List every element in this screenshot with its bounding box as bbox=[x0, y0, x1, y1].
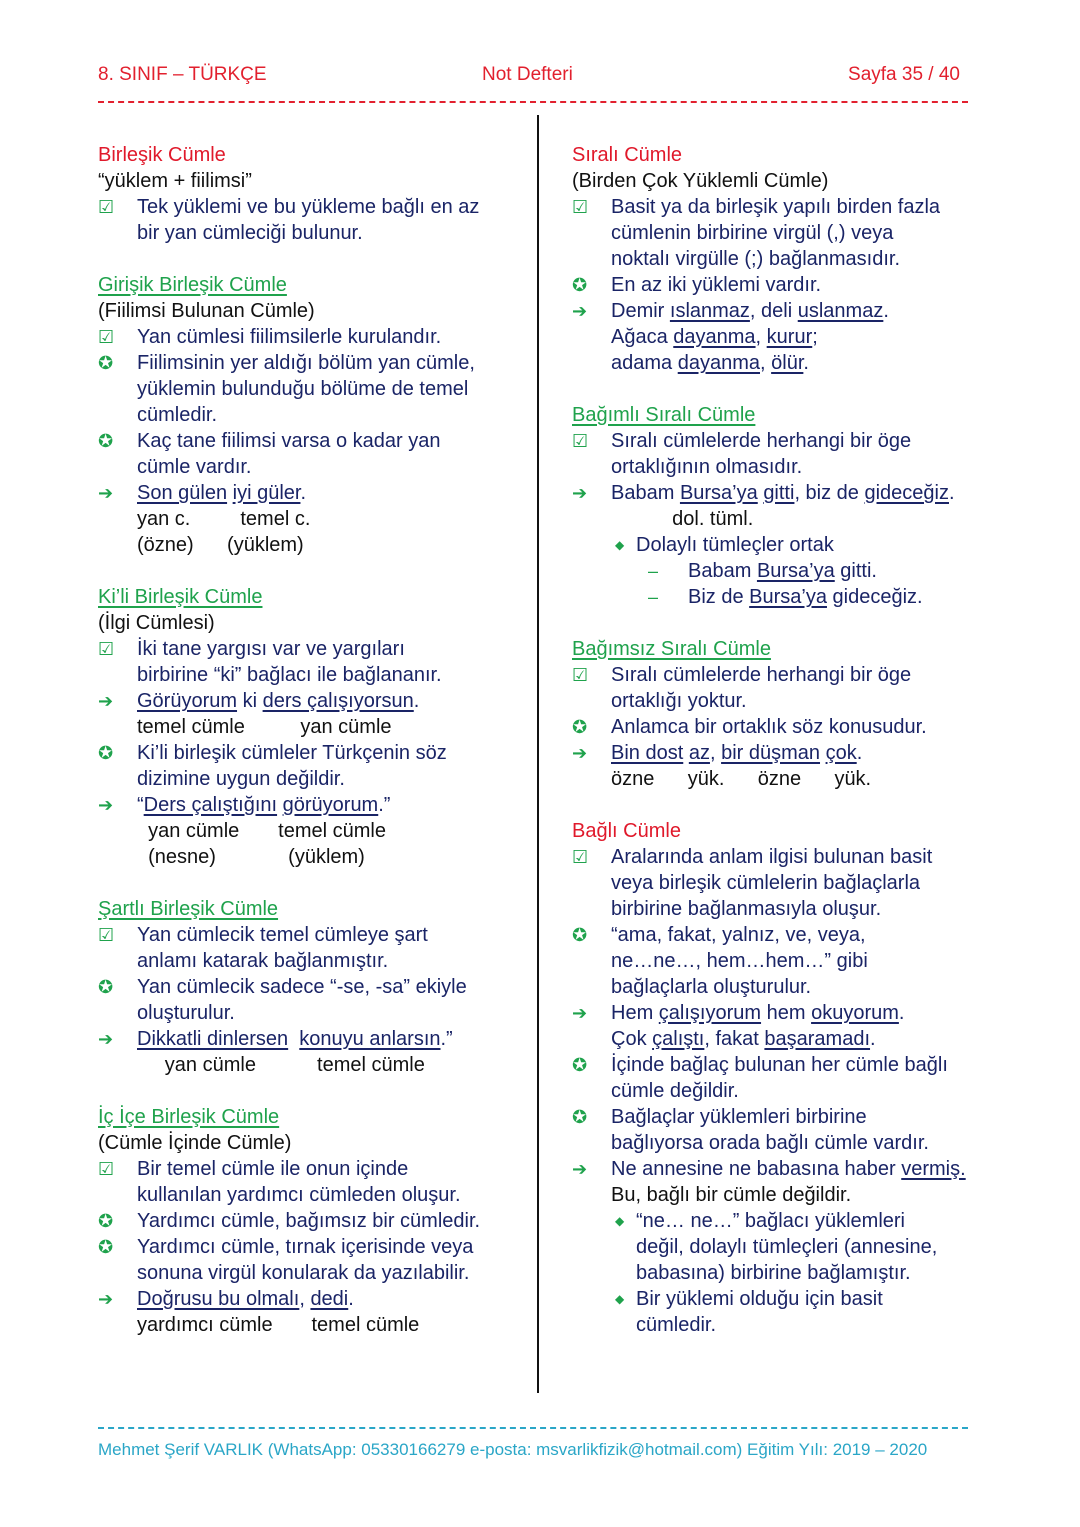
line-text: Bağımsız Sıralı Cümle bbox=[572, 638, 771, 660]
sub-bullet-item bbox=[572, 1312, 992, 1338]
checkbox-icon: ☑ bbox=[98, 327, 115, 347]
underlined-word: ders çalışıyorsun bbox=[262, 690, 414, 712]
line-text: Ki’li birleşik cümleler Türkçenin söz bbox=[137, 742, 447, 764]
underlined-word: dayanma bbox=[677, 352, 760, 374]
list-item-continuation bbox=[98, 402, 518, 428]
list-item bbox=[98, 1026, 518, 1052]
header-title: Not Defteri bbox=[482, 64, 573, 85]
star-icon: ✪ bbox=[572, 925, 588, 945]
line-text: Demir bbox=[611, 300, 670, 322]
arrow-right-icon: ➔ bbox=[572, 1003, 588, 1023]
line-text: Ağaca bbox=[611, 326, 674, 348]
footer-divider bbox=[98, 1427, 968, 1429]
line-text: “ama, fakat, yalnız, ve, veya, bbox=[611, 924, 866, 946]
line-text: Tek yüklemi ve bu yükleme bağlı en az bbox=[137, 196, 480, 218]
line-text: bağlıyorsa orada bağlı cümle vardır. bbox=[611, 1132, 929, 1154]
list-item-continuation bbox=[572, 324, 992, 350]
section-heading bbox=[98, 142, 518, 168]
line-text: Ki’li Birleşik Cümle bbox=[98, 586, 263, 608]
spacer bbox=[572, 376, 992, 402]
sub-bullet-item bbox=[572, 1234, 992, 1260]
arrow-right-icon: ➔ bbox=[98, 691, 114, 711]
checkbox-icon: ☑ bbox=[572, 431, 589, 451]
line-text: İki tane yargısı var ve yargıları bbox=[137, 638, 405, 660]
list-item-continuation bbox=[98, 454, 518, 480]
section-subtitle bbox=[572, 168, 992, 194]
line-text: değil, dolaylı tümleçleri (annesine, bbox=[636, 1236, 938, 1258]
line-text: Yardımcı cümle, bağımsız bir cümledir. bbox=[137, 1210, 481, 1232]
line-text: Yan cümlecik sadece “-se, -sa” ekiyle bbox=[137, 976, 467, 998]
line-text: cümledir. bbox=[636, 1314, 717, 1336]
list-item bbox=[98, 688, 518, 714]
line-text: . bbox=[803, 352, 809, 374]
list-item bbox=[572, 428, 992, 454]
footer-credits: Mehmet Şerif VARLIK (WhatsApp: 05330166279 e-posta: msvarlikfizik@hotmail.com) Eğitim Yılı: 2019 – 2020 bbox=[98, 1440, 928, 1459]
section-subtitle bbox=[98, 1130, 518, 1156]
line-text: , bbox=[709, 742, 722, 764]
list-item bbox=[572, 740, 992, 766]
list-item bbox=[98, 1156, 518, 1182]
line-text: Babam bbox=[688, 560, 757, 582]
line-text: , biz de bbox=[794, 482, 865, 504]
list-item-continuation bbox=[572, 1078, 992, 1104]
line-text: bağlaçlarla oluşturulur. bbox=[611, 976, 812, 998]
list-item bbox=[572, 1104, 992, 1130]
list-item bbox=[98, 636, 518, 662]
subsection-heading bbox=[572, 636, 992, 662]
annotation bbox=[98, 532, 518, 558]
underlined-word: dedi bbox=[310, 1288, 349, 1310]
line-text: . bbox=[348, 1288, 354, 1310]
checkbox-icon: ☑ bbox=[572, 665, 589, 685]
line-text: ne…ne…, hem…hem…” gibi bbox=[611, 950, 868, 972]
arrow-right-icon: ➔ bbox=[98, 1029, 114, 1049]
underlined-word: iyi güler bbox=[232, 482, 301, 504]
annotation bbox=[572, 766, 992, 792]
list-item-continuation bbox=[98, 1260, 518, 1286]
left-column bbox=[98, 142, 518, 1338]
section-subtitle bbox=[98, 298, 518, 324]
underlined-word: Doğrusu bu olmalı bbox=[137, 1288, 300, 1310]
line-text: (Cümle İçinde Cümle) bbox=[98, 1132, 292, 1154]
list-item bbox=[572, 194, 992, 220]
line-text: Bir temel cümle ile onun içinde bbox=[137, 1158, 409, 1180]
list-item bbox=[572, 922, 992, 948]
checkbox-icon: ☑ bbox=[98, 1159, 115, 1179]
line-text: , fakat bbox=[704, 1028, 765, 1050]
list-item-continuation bbox=[572, 1130, 992, 1156]
list-item bbox=[572, 844, 992, 870]
line-text: Bağlı Cümle bbox=[572, 820, 681, 842]
example-item bbox=[572, 558, 992, 584]
underlined-word: Bursa’ya bbox=[749, 586, 827, 608]
line-text: Aralarında anlam ilgisi bulunan basit bbox=[611, 846, 933, 868]
sub-bullet-item bbox=[572, 532, 992, 558]
line-text bbox=[288, 1028, 299, 1050]
line-text: Şartlı Birleşik Cümle bbox=[98, 898, 279, 920]
line-text: Bir yüklemi olduğu için basit bbox=[636, 1288, 883, 1310]
line-text: . bbox=[856, 742, 863, 764]
underlined-word: Bursa’ya bbox=[756, 560, 835, 582]
list-item-continuation bbox=[98, 376, 518, 402]
annotation bbox=[98, 818, 518, 844]
line-text: İç İçe Birleşik Cümle bbox=[98, 1106, 280, 1128]
line-text: veya birleşik cümlelerin bağlaçlarla bbox=[611, 872, 921, 894]
spacer bbox=[572, 792, 992, 818]
dash-bullet-icon: – bbox=[648, 587, 659, 607]
list-item bbox=[572, 272, 992, 298]
star-icon: ✪ bbox=[572, 717, 588, 737]
annotation bbox=[98, 844, 518, 870]
diamond-bullet-icon: ◆ bbox=[615, 1214, 625, 1228]
line-text: , deli bbox=[749, 300, 798, 322]
underlined-word: çalışıyorum bbox=[658, 1002, 762, 1024]
checkbox-icon: ☑ bbox=[572, 197, 589, 217]
line-text: (Fiilimsi Bulunan Cümle) bbox=[98, 300, 315, 322]
line-text: , bbox=[760, 352, 772, 374]
subsection-heading bbox=[572, 402, 992, 428]
list-item-continuation bbox=[572, 974, 992, 1000]
sub-bullet-item bbox=[572, 1208, 992, 1234]
line-text: .” bbox=[440, 1028, 453, 1050]
sub-bullet-item bbox=[572, 1286, 992, 1312]
underlined-word: uslanmaz bbox=[797, 300, 884, 322]
sub-bullet-item bbox=[572, 1260, 992, 1286]
line-text: kullanılan yardımcı cümleden oluşur. bbox=[137, 1184, 461, 1206]
line-text: babasına) birbirine bağlamıştır. bbox=[636, 1262, 911, 1284]
header-divider bbox=[98, 101, 968, 103]
underlined-word: ıslanmaz bbox=[669, 300, 750, 322]
underlined-word: görüyorum bbox=[282, 794, 379, 816]
spacer bbox=[98, 870, 518, 896]
list-item bbox=[572, 298, 992, 324]
line-text: birbirine “ki” bağlacı ile bağlananır. bbox=[137, 664, 442, 686]
star-icon: ✪ bbox=[572, 275, 588, 295]
line-text: Hem bbox=[611, 1002, 659, 1024]
line-text: gideceğiz. bbox=[826, 586, 923, 608]
diamond-bullet-icon: ◆ bbox=[615, 1292, 625, 1306]
line-text: dol. tüml. bbox=[611, 508, 754, 530]
list-item-continuation bbox=[572, 220, 992, 246]
subsection-heading bbox=[98, 584, 518, 610]
star-icon: ✪ bbox=[98, 1211, 114, 1231]
line-text: Kaç tane fiilimsi varsa o kadar yan bbox=[137, 430, 441, 452]
underlined-word: gideceğiz bbox=[864, 482, 949, 504]
underlined-word: konuyu anlarsın bbox=[299, 1028, 441, 1050]
arrow-right-icon: ➔ bbox=[572, 1159, 588, 1179]
list-item bbox=[98, 1286, 518, 1312]
list-item bbox=[98, 350, 518, 376]
list-item-continuation bbox=[98, 1000, 518, 1026]
line-text: Sıralı cümlelerde herhangi bir öge bbox=[611, 664, 912, 686]
subsection-heading bbox=[98, 1104, 518, 1130]
star-icon: ✪ bbox=[572, 1107, 588, 1127]
line-text: dizimine uygun değildir. bbox=[137, 768, 345, 790]
list-item-continuation bbox=[98, 220, 518, 246]
underlined-word: dayanma bbox=[673, 326, 756, 348]
arrow-right-icon: ➔ bbox=[572, 301, 588, 321]
line-text: yardımcı cümle temel cümle bbox=[137, 1314, 420, 1336]
subsection-heading bbox=[98, 896, 518, 922]
line-text: , bbox=[755, 326, 767, 348]
line-text: özne yük. özne yük. bbox=[611, 768, 872, 790]
line-text: ortaklığı yoktur. bbox=[611, 690, 747, 712]
annotation bbox=[572, 506, 992, 532]
line-text: Yan cümlesi fiilimsilerle kurulandır. bbox=[137, 326, 442, 348]
spacer bbox=[98, 246, 518, 272]
line-text: noktalı virgülle (;) bağlanmasıdır. bbox=[611, 248, 901, 270]
line-text: yüklemin bulunduğu bölüme de temel bbox=[137, 378, 469, 400]
list-item-continuation bbox=[572, 688, 992, 714]
list-item-continuation bbox=[572, 454, 992, 480]
line-text: Yardımcı cümle, tırnak içerisinde veya bbox=[137, 1236, 474, 1258]
star-icon: ✪ bbox=[572, 1055, 588, 1075]
line-text: . bbox=[949, 482, 955, 504]
line-text: Ne annesine ne babasına haber bbox=[611, 1158, 902, 1180]
underlined-word: çok bbox=[825, 742, 857, 764]
underlined-word: Görüyorum bbox=[137, 690, 238, 712]
line-text: “ne… ne…” bağlacı yüklemleri bbox=[636, 1210, 905, 1232]
underlined-word: az bbox=[688, 742, 710, 764]
line-text: Dolaylı tümleçler ortak bbox=[636, 534, 834, 556]
line-text: Bu, bağlı bir cümle değildir. bbox=[611, 1184, 852, 1206]
spacer bbox=[98, 1078, 518, 1104]
line-text: temel cümle yan cümle bbox=[137, 716, 392, 738]
header-page-number: Sayfa 35 / 40 bbox=[848, 64, 960, 85]
spacer bbox=[98, 558, 518, 584]
line-text: (Birden Çok Yüklemli Cümle) bbox=[572, 170, 829, 192]
star-icon: ✪ bbox=[98, 1237, 114, 1257]
section-subtitle bbox=[98, 168, 518, 194]
line-text: Çok bbox=[611, 1028, 653, 1050]
subsection-heading bbox=[98, 272, 518, 298]
line-text: cümlenin birbirine virgül (,) veya bbox=[611, 222, 894, 244]
line-text: (özne) (yüklem) bbox=[137, 534, 304, 556]
underlined-word: başaramadı bbox=[764, 1028, 871, 1050]
annotation bbox=[98, 506, 518, 532]
list-item bbox=[98, 1208, 518, 1234]
list-item bbox=[98, 480, 518, 506]
line-text: cümle değildir. bbox=[611, 1080, 739, 1102]
list-item-continuation bbox=[572, 896, 992, 922]
checkbox-icon: ☑ bbox=[98, 197, 115, 217]
underlined-word: vermiş. bbox=[901, 1158, 966, 1180]
underlined-word: Bursa’ya bbox=[679, 482, 758, 504]
line-text: . bbox=[300, 482, 307, 504]
checkbox-icon: ☑ bbox=[98, 639, 115, 659]
section-heading bbox=[572, 818, 992, 844]
arrow-right-icon: ➔ bbox=[572, 743, 588, 763]
line-text: Basit ya da birleşik yapılı birden fazla bbox=[611, 196, 941, 218]
line-text: birbirine bağlanmasıyla oluşur. bbox=[611, 898, 882, 920]
arrow-right-icon: ➔ bbox=[98, 1289, 114, 1309]
line-text: gitti. bbox=[834, 560, 877, 582]
line-text: anlamı katarak bağlanmıştır. bbox=[137, 950, 389, 972]
line-text: Biz de bbox=[688, 586, 750, 608]
arrow-right-icon: ➔ bbox=[98, 795, 114, 815]
underlined-word: gitti bbox=[763, 482, 795, 504]
list-item bbox=[572, 1000, 992, 1026]
list-item-continuation bbox=[572, 948, 992, 974]
line-text: . bbox=[870, 1028, 876, 1050]
underlined-word: Son gülen bbox=[137, 482, 228, 504]
list-item bbox=[98, 194, 518, 220]
line-text: Bağımlı Sıralı Cümle bbox=[572, 404, 756, 426]
annotation bbox=[98, 1052, 518, 1078]
underlined-word: okuyorum bbox=[811, 1002, 899, 1024]
underlined-word: Ders çalıştığını bbox=[143, 794, 278, 816]
list-item bbox=[572, 1052, 992, 1078]
line-text: hem bbox=[761, 1002, 812, 1024]
line-text: (İlgi Cümlesi) bbox=[98, 612, 215, 634]
line-text: . bbox=[413, 690, 420, 712]
line-text: En az iki yüklemi vardır. bbox=[611, 274, 822, 296]
star-icon: ✪ bbox=[98, 977, 114, 997]
checkbox-icon: ☑ bbox=[572, 847, 589, 867]
diamond-bullet-icon: ◆ bbox=[615, 538, 625, 552]
line-text: Anlamca bir ortaklık söz konusudur. bbox=[611, 716, 927, 738]
spacer bbox=[572, 610, 992, 636]
line-text: ; bbox=[812, 326, 818, 348]
list-item bbox=[572, 480, 992, 506]
line-text: yan cümle temel cümle bbox=[137, 820, 386, 842]
star-icon: ✪ bbox=[98, 353, 114, 373]
line-text: yan c. temel c. bbox=[137, 508, 311, 530]
list-item-continuation bbox=[572, 1026, 992, 1052]
section-heading bbox=[572, 142, 992, 168]
example-item bbox=[572, 584, 992, 610]
line-text: .” bbox=[378, 794, 391, 816]
underlined-word: çalıştı bbox=[652, 1028, 705, 1050]
line-text: sonuna virgül konularak da yazılabilir. bbox=[137, 1262, 470, 1284]
annotation bbox=[98, 1312, 518, 1338]
line-text: Sıralı cümlelerde herhangi bir öge bbox=[611, 430, 912, 452]
line-text: Fiilimsinin yer aldığı bölüm yan cümle, bbox=[137, 352, 475, 374]
line-text: ki bbox=[237, 690, 263, 712]
line-text: adama bbox=[611, 352, 678, 374]
line-text: bir yan cümleciği bulunur. bbox=[137, 222, 363, 244]
line-text: Babam bbox=[611, 482, 680, 504]
line-text: Girişik Birleşik Cümle bbox=[98, 274, 287, 296]
underlined-word: Bin dost bbox=[611, 742, 684, 764]
line-text: ortaklığının olmasıdır. bbox=[611, 456, 803, 478]
line-text: “yüklem + fiilimsi” bbox=[98, 170, 252, 192]
line-text: İçinde bağlaç bulunan her cümle bağlı bbox=[611, 1054, 948, 1076]
dash-bullet-icon: – bbox=[648, 561, 659, 581]
line-text: . bbox=[898, 1002, 905, 1024]
line-text: Birleşik Cümle bbox=[98, 144, 226, 166]
list-item bbox=[572, 714, 992, 740]
list-item bbox=[98, 428, 518, 454]
list-item bbox=[98, 792, 518, 818]
line-text: Yan cümlecik temel cümleye şart bbox=[137, 924, 428, 946]
list-item bbox=[572, 1156, 992, 1182]
header-course: 8. SINIF – TÜRKÇE bbox=[98, 64, 267, 85]
star-icon: ✪ bbox=[98, 743, 114, 763]
underlined-word: kurur bbox=[766, 326, 813, 348]
underlined-word: Dikkatli dinlersen bbox=[137, 1028, 289, 1050]
checkbox-icon: ☑ bbox=[98, 925, 115, 945]
line-text: , bbox=[299, 1288, 311, 1310]
line-text: Sıralı Cümle bbox=[572, 144, 683, 166]
list-item-continuation bbox=[572, 870, 992, 896]
line-text: “ bbox=[137, 794, 144, 816]
list-item bbox=[98, 324, 518, 350]
line-text: Bağlaçlar yüklemleri birbirine bbox=[611, 1106, 867, 1128]
list-item-continuation bbox=[98, 662, 518, 688]
line-text: cümle vardır. bbox=[137, 456, 252, 478]
line-text: yan cümle temel cümle bbox=[137, 1054, 425, 1076]
list-item bbox=[572, 662, 992, 688]
arrow-right-icon: ➔ bbox=[572, 483, 588, 503]
underlined-word: ölür bbox=[771, 352, 804, 374]
line-text: cümledir. bbox=[137, 404, 218, 426]
list-item bbox=[98, 1234, 518, 1260]
section-subtitle bbox=[98, 610, 518, 636]
column-divider bbox=[537, 115, 539, 1393]
list-item bbox=[98, 974, 518, 1000]
line-text: . bbox=[883, 300, 889, 322]
list-item bbox=[98, 740, 518, 766]
list-item-continuation bbox=[98, 1182, 518, 1208]
star-icon: ✪ bbox=[98, 431, 114, 451]
list-item-continuation bbox=[98, 766, 518, 792]
line-text: oluşturulur. bbox=[137, 1002, 235, 1024]
right-column bbox=[572, 142, 992, 1338]
list-item-continuation bbox=[98, 948, 518, 974]
arrow-right-icon: ➔ bbox=[98, 483, 114, 503]
annotation bbox=[98, 714, 518, 740]
underlined-word: bir düşman bbox=[721, 742, 821, 764]
list-item-continuation bbox=[572, 246, 992, 272]
list-item bbox=[98, 922, 518, 948]
list-item-continuation bbox=[572, 350, 992, 376]
line-text: (nesne) (yüklem) bbox=[137, 846, 365, 868]
annotation bbox=[572, 1182, 992, 1208]
